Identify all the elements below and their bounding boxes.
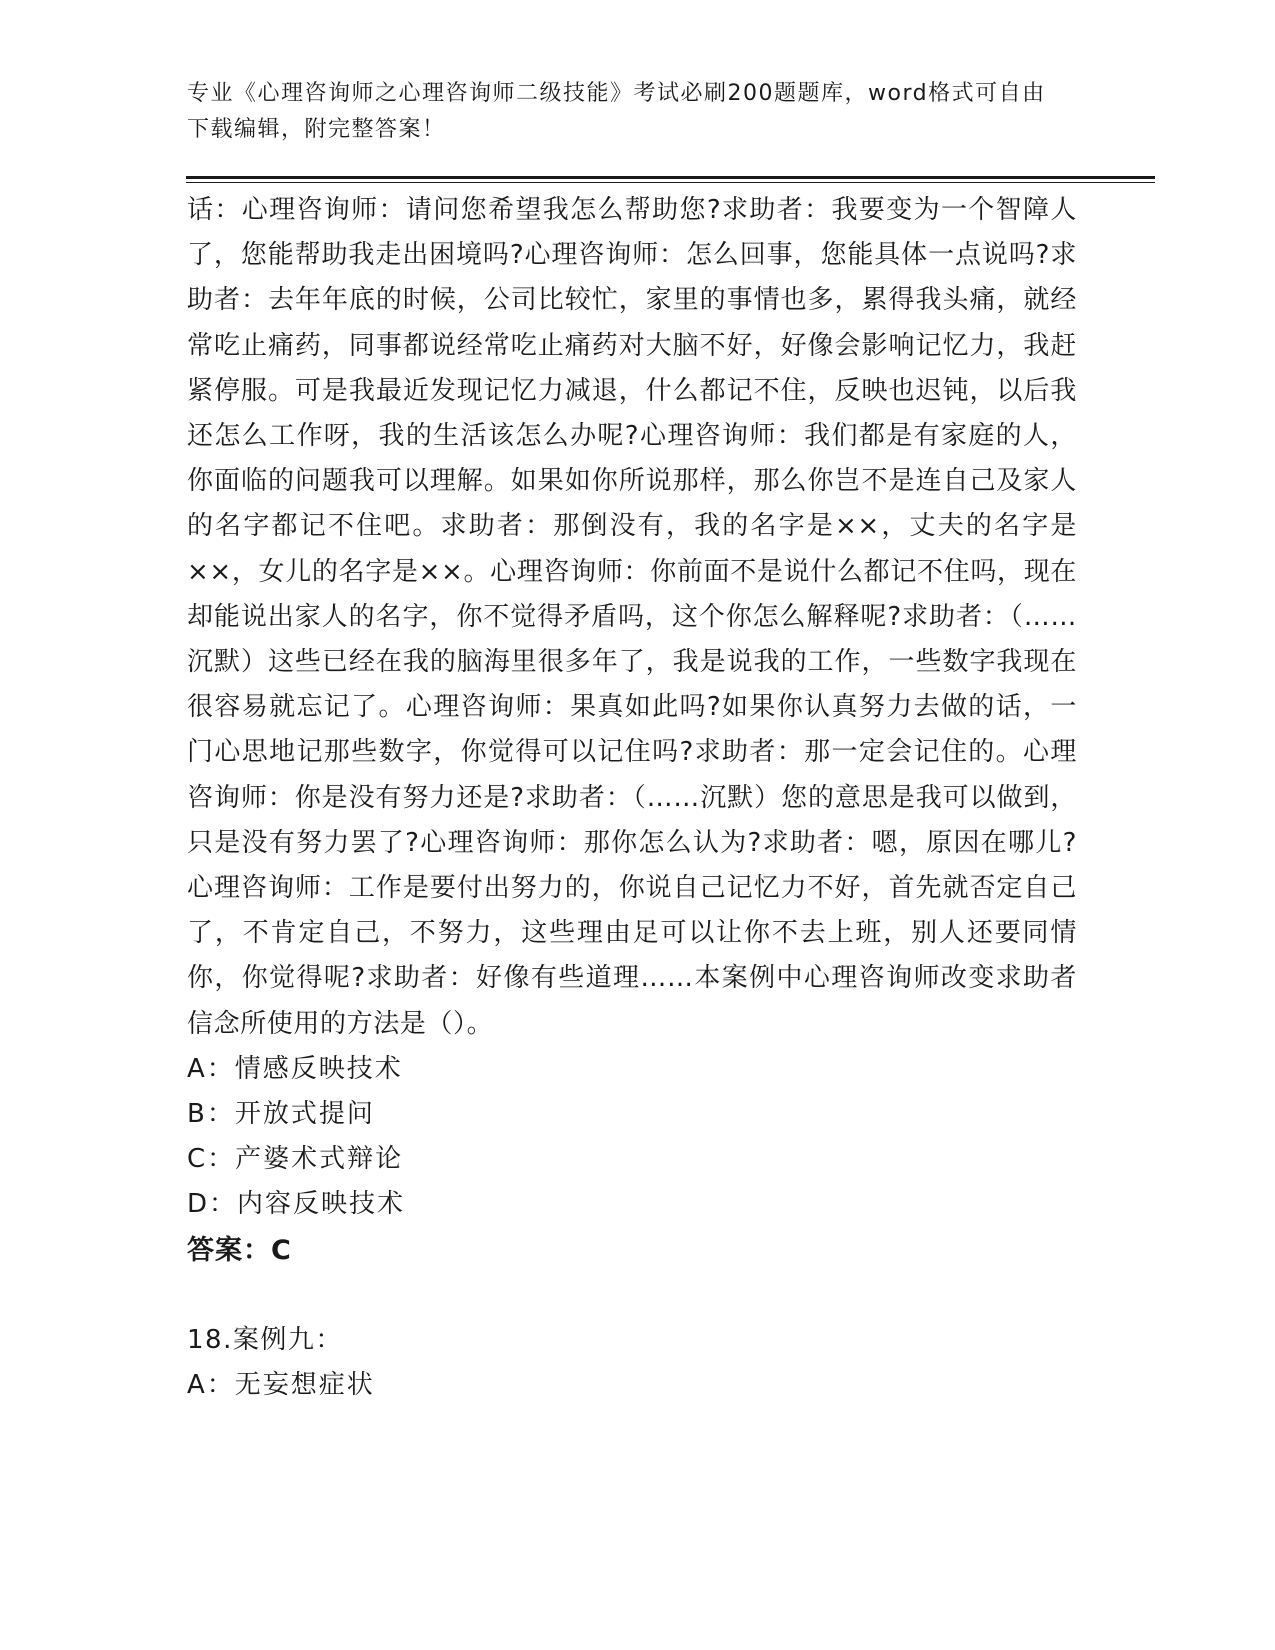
answer-line: 答案：C xyxy=(187,1234,292,1266)
header-divider-thick xyxy=(186,176,1155,179)
option-d: D：内容反映技术 xyxy=(187,1189,406,1220)
option-a: A：无妄想症状 xyxy=(187,1370,375,1401)
option-b: B：开放式提问 xyxy=(187,1099,375,1130)
document-header: 专业《心理咨询师之心理咨询师二级技能》考试必刷200题题库，word格式可自由下载编辑，附完整答案！ xyxy=(187,81,1046,142)
spacer xyxy=(187,1273,1077,1318)
document-body xyxy=(187,188,1077,1408)
question-title: 18.案例九： xyxy=(187,1324,343,1355)
option-c: C：产婆术式辩论 xyxy=(187,1144,404,1175)
question-stem: 话：心理咨询师：请问您希望我怎么帮助您?求助者：我要变为一个智障人了，您能帮助我走出困境吗?心理咨询师：怎么回事，您能具体一点说吗?求助者：去年年底的时候，公司比较忙，家里的事情也多，累得我头痛，就经常吃止痛药，同事都说经常吃止痛药对大脑不好，好像会影响记忆力，我赶紧停服。可是我最近发现记忆力减退，什么都记不住，反映也迟钝，以后我还怎么工作呀，我的生活该怎么办呢?心理咨询师：我们都是有家庭的人，你面临的问题我可以理解。如果如你所说那样，那么你岂不是连自己及家人的名字都记不住吧。求助者：那倒没有，我的名字是××，丈夫的名字是××，女儿的名字是××。心理咨询师：你前面不是说什么都记不住吗，现在却能说出家人的名字，你不觉得矛盾吗，这个你怎么解释呢?求助者：（……沉默）这些已经在我的脑海里很多年了，我是说我的工作，一些数字我现在很容易就忘记了。心理咨询师：果真如此吗?如果你认真努力去做的话，一门心思地记那些数字，你觉得可以记住吗?求助者：那一定会记住的。心理咨询师：你是没有努力还是?求助者：（……沉默）您的意思是我可以做到，只是没有努力罢了?心理咨询师：那你怎么认为?求助者：嗯，原因在哪儿?心理咨询师：工作是要付出努力的，你说自己记忆力不好，首先就否定自己了，不肯定自己，不努力，这些理由足可以让你不去上班，别人还要同情你，你觉得呢?求助者：好像有些道理……本案例中心理咨询师改变求助者信念所使用的方法是（）。 xyxy=(187,195,1077,1039)
option-a: A：情感反映技术 xyxy=(187,1053,403,1084)
header-divider-thin xyxy=(186,182,1155,183)
